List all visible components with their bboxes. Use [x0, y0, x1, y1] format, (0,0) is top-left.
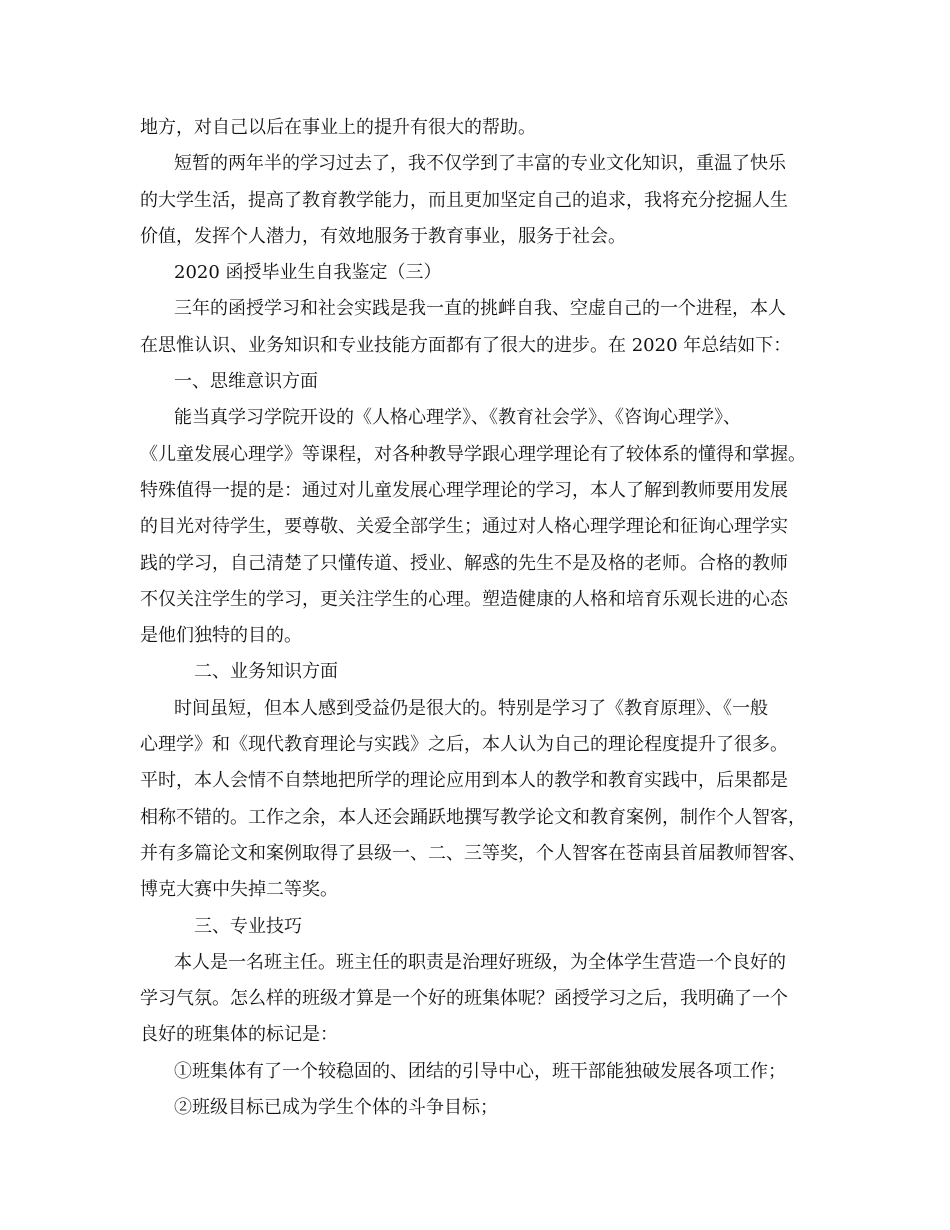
text-line: 特殊值得一提的是：通过对儿童发展心理学理论的学习，本人了解到教师要用发展 [140, 479, 788, 501]
text-line: 是他们独特的目的。 [140, 625, 302, 647]
text-line: 2020 函授毕业生自我鉴定（三） [174, 262, 442, 284]
text-line: 良好的班集体的标记是： [140, 1024, 338, 1046]
text-line: 并有多篇论文和案例取得了县级一、二、三等奖，个人智客在苍南县首届教师智客、 [140, 842, 806, 864]
text-line: 三、专业技巧 [194, 915, 302, 937]
text-line: 二、业务知识方面 [194, 661, 338, 683]
text-line: 平时，本人会情不自禁地把所学的理论应用到本人的教学和教育实践中，后果都是 [140, 770, 788, 792]
text-line: 《儿童发展心理学》等课程，对各种教导学跟心理学理论有了较体系的懂得和掌握。 [140, 443, 806, 465]
text-line: 时间虽短，但本人感到受益仍是很大的。特别是学习了《教育原理》、《一般 [174, 697, 768, 719]
text-line: 学习气氛。怎么样的班级才算是一个好的班集体呢？函授学习之后，我明确了一个 [140, 988, 788, 1010]
text-line: 相称不错的。工作之余，本人还会踊跃地撰写教学论文和教育案例，制作个人智客， [140, 806, 806, 828]
text-line: 一、思维意识方面 [174, 371, 318, 393]
text-line: 在思惟认识、业务知识和专业技能方面都有了很大的进步。在 2020 年总结如下： [140, 334, 792, 356]
text-line: 短暂的两年半的学习过去了，我不仅学到了丰富的专业文化知识，重温了快乐 [174, 153, 786, 175]
text-line: 三年的函授学习和社会实践是我一直的挑衅自我、空虚自己的一个进程，本人 [174, 298, 786, 320]
text-line: 的目光对待学生，要尊敬、关爱全部学生；通过对人格心理学理论和征询心理学实 [140, 516, 788, 538]
text-line: ①班集体有了一个较稳固的、团结的引导中心，班干部能独破发展各项工作； [174, 1060, 786, 1082]
text-line: 践的学习，自己清楚了只懂传道、授业、解惑的先生不是及格的老师。合格的教师 [140, 552, 788, 574]
text-line: 地方，对自己以后在事业上的提升有很大的帮助。 [140, 117, 536, 138]
text-line: 的大学生活，提高了教育教学能力，而且更加坚定自己的追求，我将充分挖掘人生 [140, 189, 788, 211]
text-line: 本人是一名班主任。班主任的职责是治理好班级，为全体学生营造一个良好的 [174, 951, 786, 973]
text-line: 能当真学习学院开设的《人格心理学》、《教育社会学》、《咨询心理学》、 [174, 407, 741, 429]
text-line: 不仅关注学生的学习，更关注学生的心理。塑造健康的人格和培育乐观长进的心态 [140, 588, 788, 610]
text-line: 价值，发挥个人潜力，有效地服务于教育事业，服务于社会。 [140, 225, 626, 247]
text-line: ②班级目标已成为学生个体的斗争目标； [174, 1097, 498, 1119]
document-page [140, 110, 830, 1126]
text-line: 心理学》和《现代教育理论与实践》之后，本人认为自己的理论程度提升了很多。 [140, 734, 788, 756]
text-line: 博克大赛中失掉二等奖。 [140, 879, 338, 901]
